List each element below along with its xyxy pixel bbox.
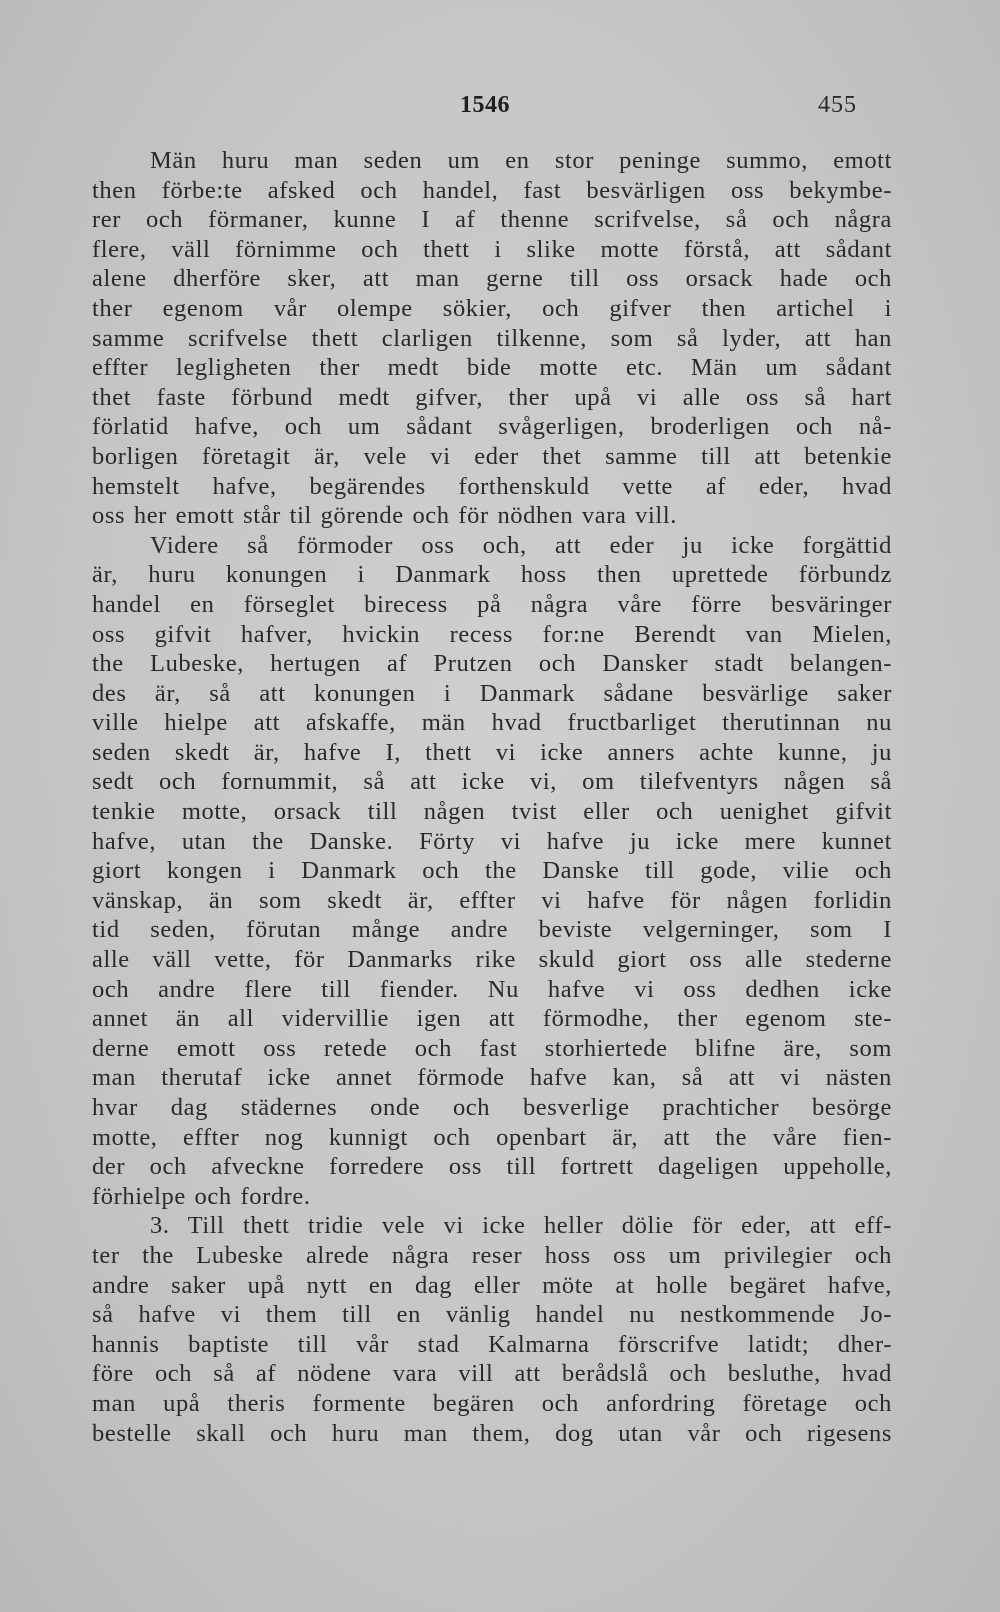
text-line: så hafve vi them till en vänlig handel nu nestkommende Jo- [92, 1301, 892, 1329]
text-line: alle väll vette, för Danmarks rike skuld giort oss alle stederne [92, 946, 892, 974]
running-header [0, 92, 1000, 132]
text-line: samme scrifvelse thett clarligen tilkenne, som så lyder, att han [92, 324, 892, 352]
text-line: ville hielpe att afskaffe, män hvad fructbarliget therutinnan nu [92, 709, 892, 737]
text-line: ter the Lubeske alrede några reser hoss oss um privilegier och [92, 1241, 892, 1269]
running-head-year: 1546 [460, 92, 510, 118]
text-line: effter legligheten ther medt bide motte etc. Män um sådant [92, 354, 892, 382]
text-line: hvar dag städernes onde och besverlige prachticher besörge [92, 1094, 892, 1121]
text-line: handel en förseglet birecess på några våre förre besväringer [92, 590, 892, 618]
text-line: före och så af nödene vara vill att berådslå och besluthe, hvad [92, 1360, 892, 1388]
text-line: motte, effter nog kunnigt och openbart är, att the våre fien- [92, 1123, 892, 1151]
text-line: 3. Till thett tridie vele vi icke heller dölie för eder, att eff- [150, 1212, 892, 1240]
text-line: man therutaf icke annet förmode hafve kan, så att vi nästen [92, 1064, 892, 1092]
text-line: annet än all vidervillie igen att förmodhe, ther egenom ste- [92, 1005, 892, 1033]
text-line: förlatid hafve, och um sådant svågerligen, broderligen och nå- [92, 413, 892, 441]
text-line: tenkie motte, orsack till någen tvist eller och uenighet gifvit [92, 798, 892, 826]
text-line: förhielpe och fordre. [92, 1182, 311, 1210]
text-line: ther egenom vår olempe sökier, och gifver then artichel i [92, 294, 892, 322]
text-line: der och afveckne forredere oss till fortrett dageligen uppeholle, [92, 1153, 892, 1181]
text-line: des är, så att konungen i Danmark sådane besvärlige saker [92, 679, 892, 707]
text-line: vänskap, än som skedt är, effter vi hafve för någen forlidin [92, 886, 892, 914]
text-line: Män huru man seden um en stor peninge summo, emott [150, 147, 892, 174]
text-line: oss her emott står til görende och för nödhen vara vill. [92, 502, 677, 530]
text-line: hannis baptiste till vår stad Kalmarna förscrifve latidt; dher- [92, 1330, 892, 1358]
text-line: hafve, utan the Danske. Förty vi hafve ju icke mere kunnet [92, 827, 892, 855]
text-line: sedt och fornummit, så att icke vi, om tilefventyrs någen så [92, 768, 892, 796]
page-number: 455 [818, 92, 857, 118]
text-line: tid seden, förutan månge andre beviste velgerninger, som I [92, 916, 892, 944]
text-line: borligen företagit är, vele vi eder thet samme till att betenkie [92, 442, 892, 470]
text-line: och andre flere till fiender. Nu hafve vi oss dedhen icke [92, 975, 892, 1003]
body-text [92, 146, 892, 1448]
text-line: rer och förmaner, kunne I af thenne scrifvelse, så och några [92, 206, 892, 234]
text-line: Videre så förmoder oss och, att eder ju icke forgättid [150, 531, 892, 559]
text-line: är, huru konungen i Danmark hoss then uprettede förbundz [92, 561, 892, 589]
text-line: thet faste förbund medt gifver, ther upå vi alle oss så hart [92, 383, 892, 411]
text-line: giort kongen i Danmark och the Danske till gode, vilie och [92, 857, 892, 885]
text-line: oss gifvit hafver, hvickin recess for:ne Berendt van Mielen, [92, 620, 892, 648]
text-line: then förbe:te afsked och handel, fast besvärligen oss bekymbe- [92, 176, 892, 204]
text-line: andre saker upå nytt en dag eller möte at holle begäret hafve, [92, 1271, 892, 1299]
text-line: hemstelt hafve, begärendes forthenskuld vette af eder, hvad [92, 472, 892, 500]
text-line: the Lubeske, hertugen af Prutzen och Dansker stadt belangen- [92, 650, 892, 678]
text-line: flere, väll förnimme och thett i slike motte förstå, att sådant [92, 235, 892, 263]
text-line: seden skedt är, hafve I, thett vi icke anners achte kunne, ju [92, 738, 892, 766]
text-line: bestelle skall och huru man them, dog utan vår och rigesens [92, 1419, 892, 1447]
text-line: derne emott oss retede och fast storhiertede blifne äre, som [92, 1034, 892, 1062]
text-line: alene dherföre sker, att man gerne till oss orsack hade och [92, 265, 892, 293]
text-line: man upå theris formente begären och anfordring företage och [92, 1389, 892, 1417]
